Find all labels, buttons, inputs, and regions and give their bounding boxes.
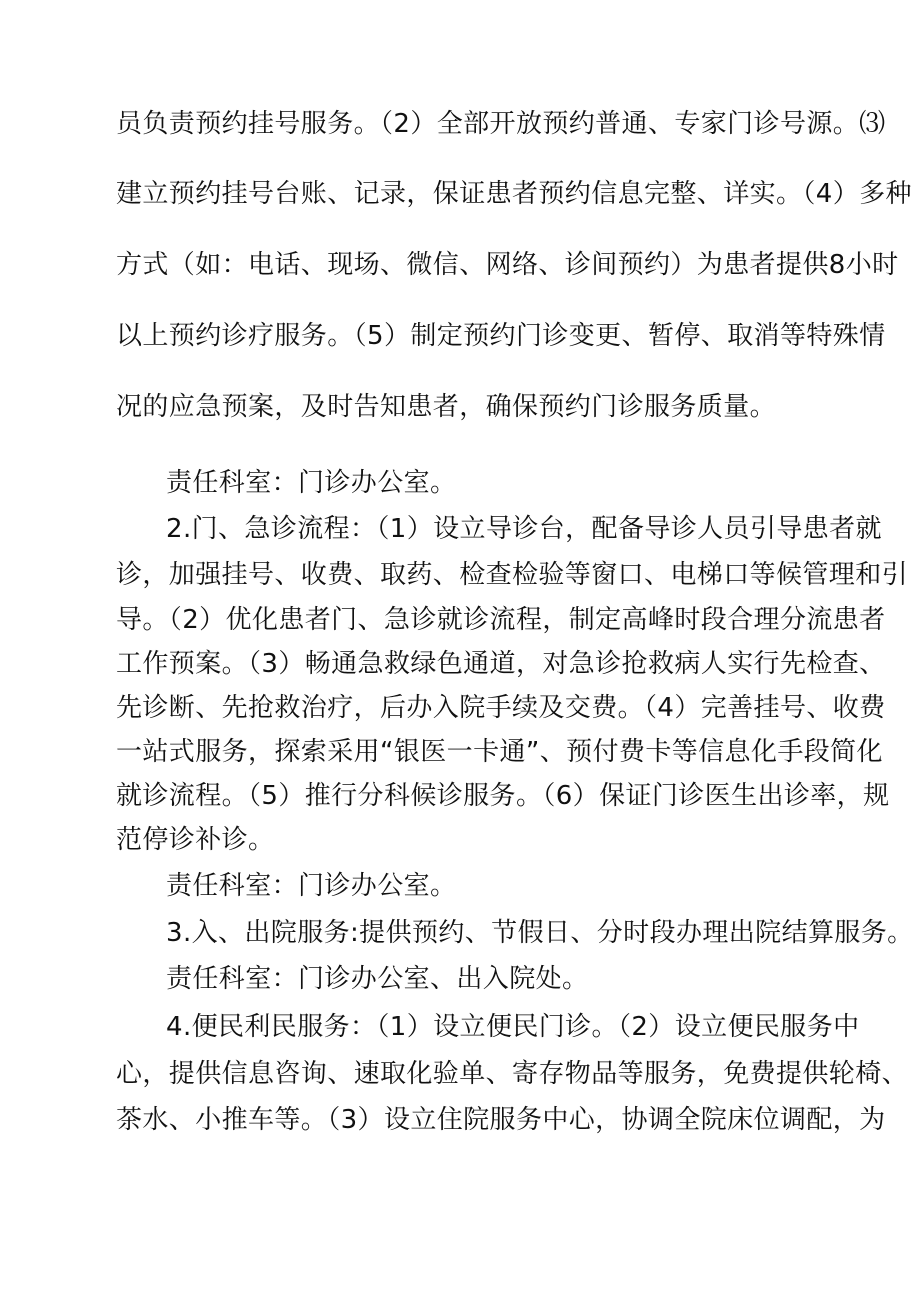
- text-line: 导。（2）优化患者门、急诊就诊流程，制定高峰时段合理分流患者: [116, 605, 886, 635]
- section-heading-line: 4.便民利民服务：（1）设立便民门诊。（2）设立便民服务中: [166, 1012, 860, 1042]
- text-line: 心，提供信息咨询、速取化验单、寄存物品等服务，免费提供轮椅、: [116, 1059, 909, 1089]
- text-line: 就诊流程。（5）推行分科候诊服务。（6）保证门诊医生出诊率，规: [116, 781, 890, 811]
- responsibility-line: 责任科室：门诊办公室、出入院处。: [166, 964, 589, 994]
- text-line: 员负责预约挂号服务。（2）全部开放预约普通、专家门诊号源。⑶: [116, 109, 886, 139]
- responsibility-line: 责任科室：门诊办公室。: [166, 871, 457, 901]
- text-line: 方式（如：电话、现场、微信、网络、诊间预约）为患者提供8小时: [116, 250, 899, 280]
- text-line: 茶水、小推车等。（3）设立住院服务中心，协调全院床位调配，为: [116, 1105, 886, 1135]
- text-line: 先诊断、先抢救治疗，后办入院手续及交费。（4）完善挂号、收费: [116, 693, 886, 723]
- text-line: 工作预案。（3）畅通急救绿色通道，对急诊抢救病人实行先检查、: [116, 649, 886, 679]
- text-line: 范停诊补诊。: [116, 825, 275, 855]
- text-line: 况的应急预案，及时告知患者，确保预约门诊服务质量。: [116, 392, 777, 422]
- responsibility-line: 责任科室：门诊办公室。: [166, 468, 457, 498]
- section-heading-line: 3.入、出院服务:提供预约、节假日、分时段办理出院结算服务。: [166, 918, 914, 948]
- text-line: 诊，加强挂号、收费、取药、检查检验等窗口、电梯口等候管理和引: [116, 560, 909, 590]
- text-line: 以上预约诊疗服务。（5）制定预约门诊变更、暂停、取消等特殊情: [116, 321, 886, 351]
- text-line: 建立预约挂号台账、记录，保证患者预约信息完整、详实。（4）多种: [116, 179, 912, 209]
- text-line: 一站式服务，探索采用“银医一卡通”、预付费卡等信息化手段简化: [116, 737, 883, 767]
- section-heading-line: 2.门、急诊流程：（1）设立导诊台，配备导诊人员引导患者就: [166, 514, 882, 544]
